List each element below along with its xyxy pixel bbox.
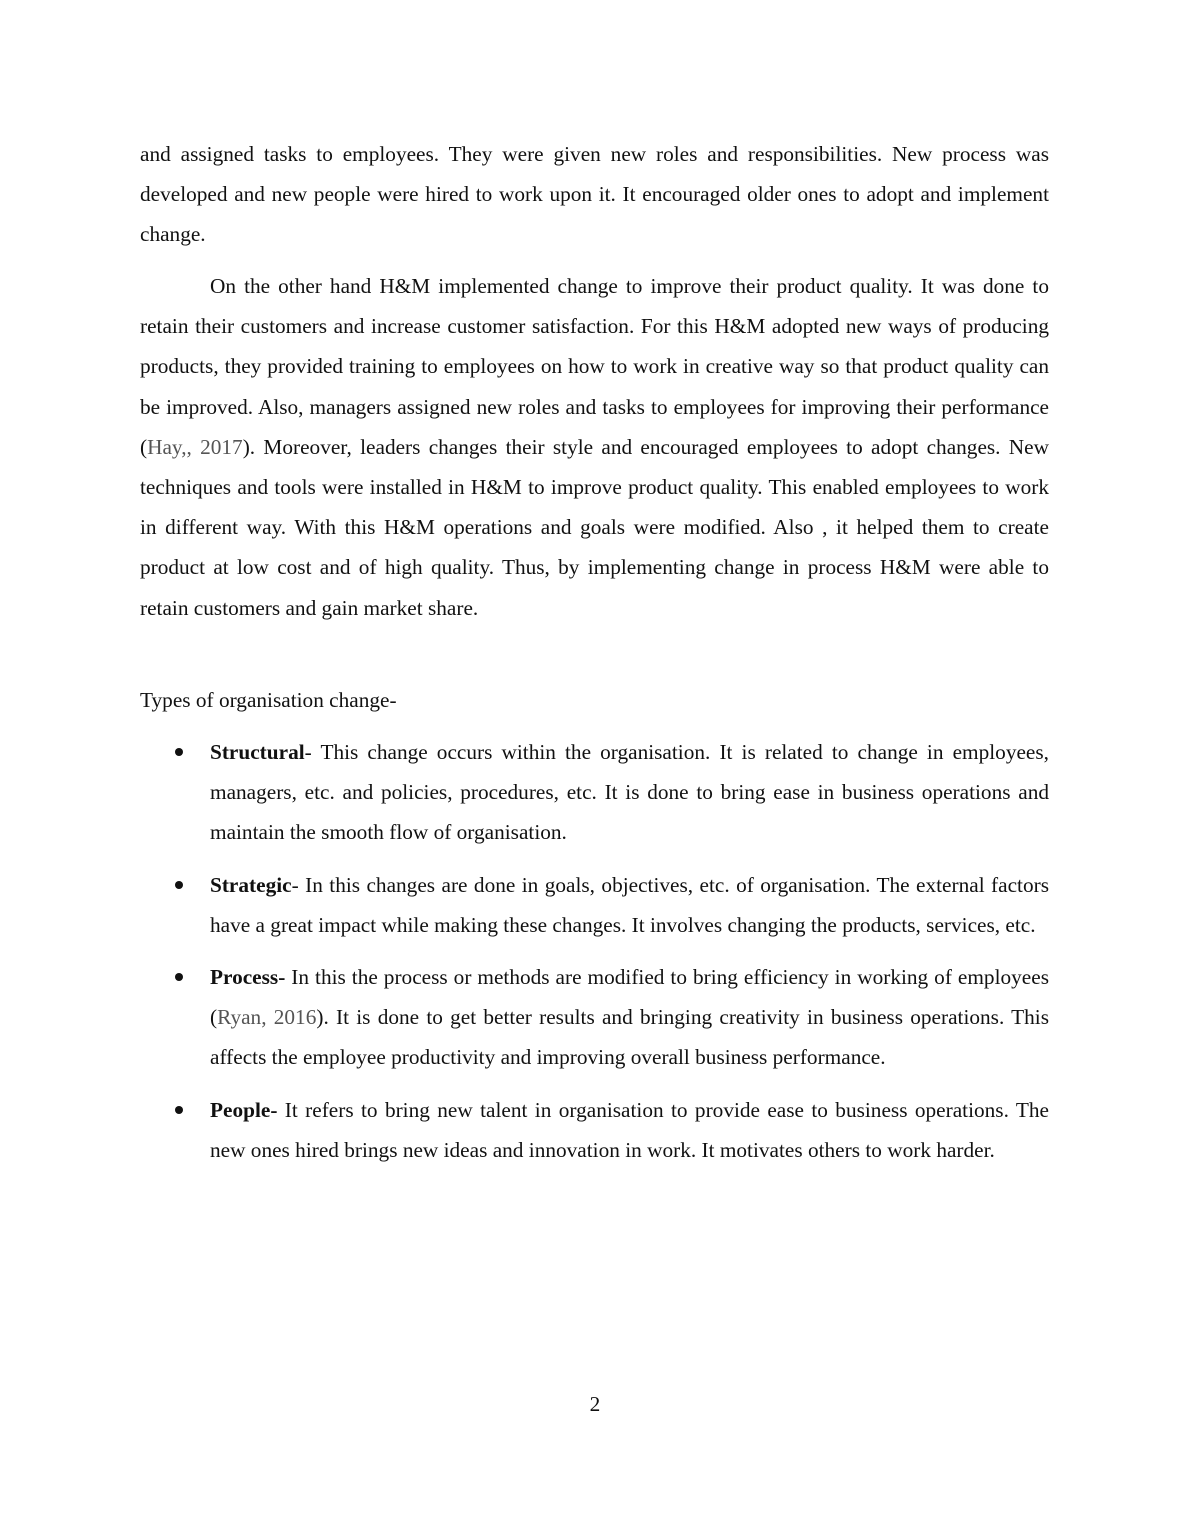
paragraph-2-text-start: On the other hand H&M implemented change to improve their product quality. It was done to retain their customers and increase customer satisfaction. For this H&M adopted new ways of producing products, they provided training to employees on how to work in creative way so that product quality can be improved. Also, managers assigned new roles and tasks to employees for improving their performance ( bbox=[140, 274, 1049, 459]
paragraph-2-text-end: ). Moreover, leaders changes their style and encouraged employees to adopt changes. New techniques and tools were installed in H&M to improve product quality. This enabled employees to work in different way. With this H&M operations and goals were modified. Also , it helped them to create product at low cost and of high quality. Thus, by implementing change in process H&M were able to retain customers and gain market share. bbox=[140, 434, 1049, 620]
citation-ryan-2016: Ryan, 2016 bbox=[217, 1005, 317, 1030]
description-process-end: ). It is done to get better results and bringing creativity in business operations. This affects the employee productivity and improving overall business performance. bbox=[210, 1005, 1050, 1070]
bullet-icon bbox=[175, 748, 183, 756]
list-item-strategic bbox=[140, 865, 1049, 945]
list-item-structural bbox=[140, 732, 1049, 853]
term-strategic: Strategic bbox=[210, 872, 292, 897]
change-types-list bbox=[140, 732, 1049, 1182]
term-process: Process- bbox=[210, 965, 286, 990]
term-structural: Structural bbox=[210, 740, 305, 764]
section-heading-types bbox=[140, 680, 1049, 720]
list-item-process bbox=[140, 957, 1049, 1078]
term-people: People- bbox=[210, 1097, 278, 1122]
bullet-icon bbox=[175, 881, 183, 889]
page-number: 2 bbox=[589, 1392, 601, 1416]
list-item-people bbox=[140, 1090, 1049, 1170]
description-people: It refers to bring new talent in organisation to provide ease to business operations. The new ones hired brings new ideas and innovation in work. It motivates others to work harder. bbox=[210, 1097, 1049, 1162]
description-structural: - This change occurs within the organisation. It is related to change in employees, managers, etc. and policies, procedures, etc. It is done to bring ease in business operations and maintain the smooth flow of organisation. bbox=[210, 740, 1049, 845]
citation-hay-2017: Hay,, 2017 bbox=[147, 434, 243, 459]
bullet-icon bbox=[175, 973, 183, 981]
paragraph-1-text: and assigned tasks to employees. They were given new roles and responsibilities. New process was developed and new people were hired to work upon it. It encouraged older ones to adopt and implement change. bbox=[140, 142, 1049, 247]
description-strategic: - In this changes are done in goals, objectives, etc. of organisation. The external factors have a great impact while making these changes. It involves changing the products, services, etc. bbox=[210, 872, 1049, 937]
paragraph-2 bbox=[140, 266, 1049, 628]
bullet-icon bbox=[175, 1106, 183, 1114]
section-heading-text: Types of organisation change- bbox=[140, 688, 397, 712]
description-process-start: In this the process or methods are modified to bring efficiency in working of employees ( bbox=[210, 965, 1049, 1030]
paragraph-1 bbox=[140, 134, 1049, 255]
